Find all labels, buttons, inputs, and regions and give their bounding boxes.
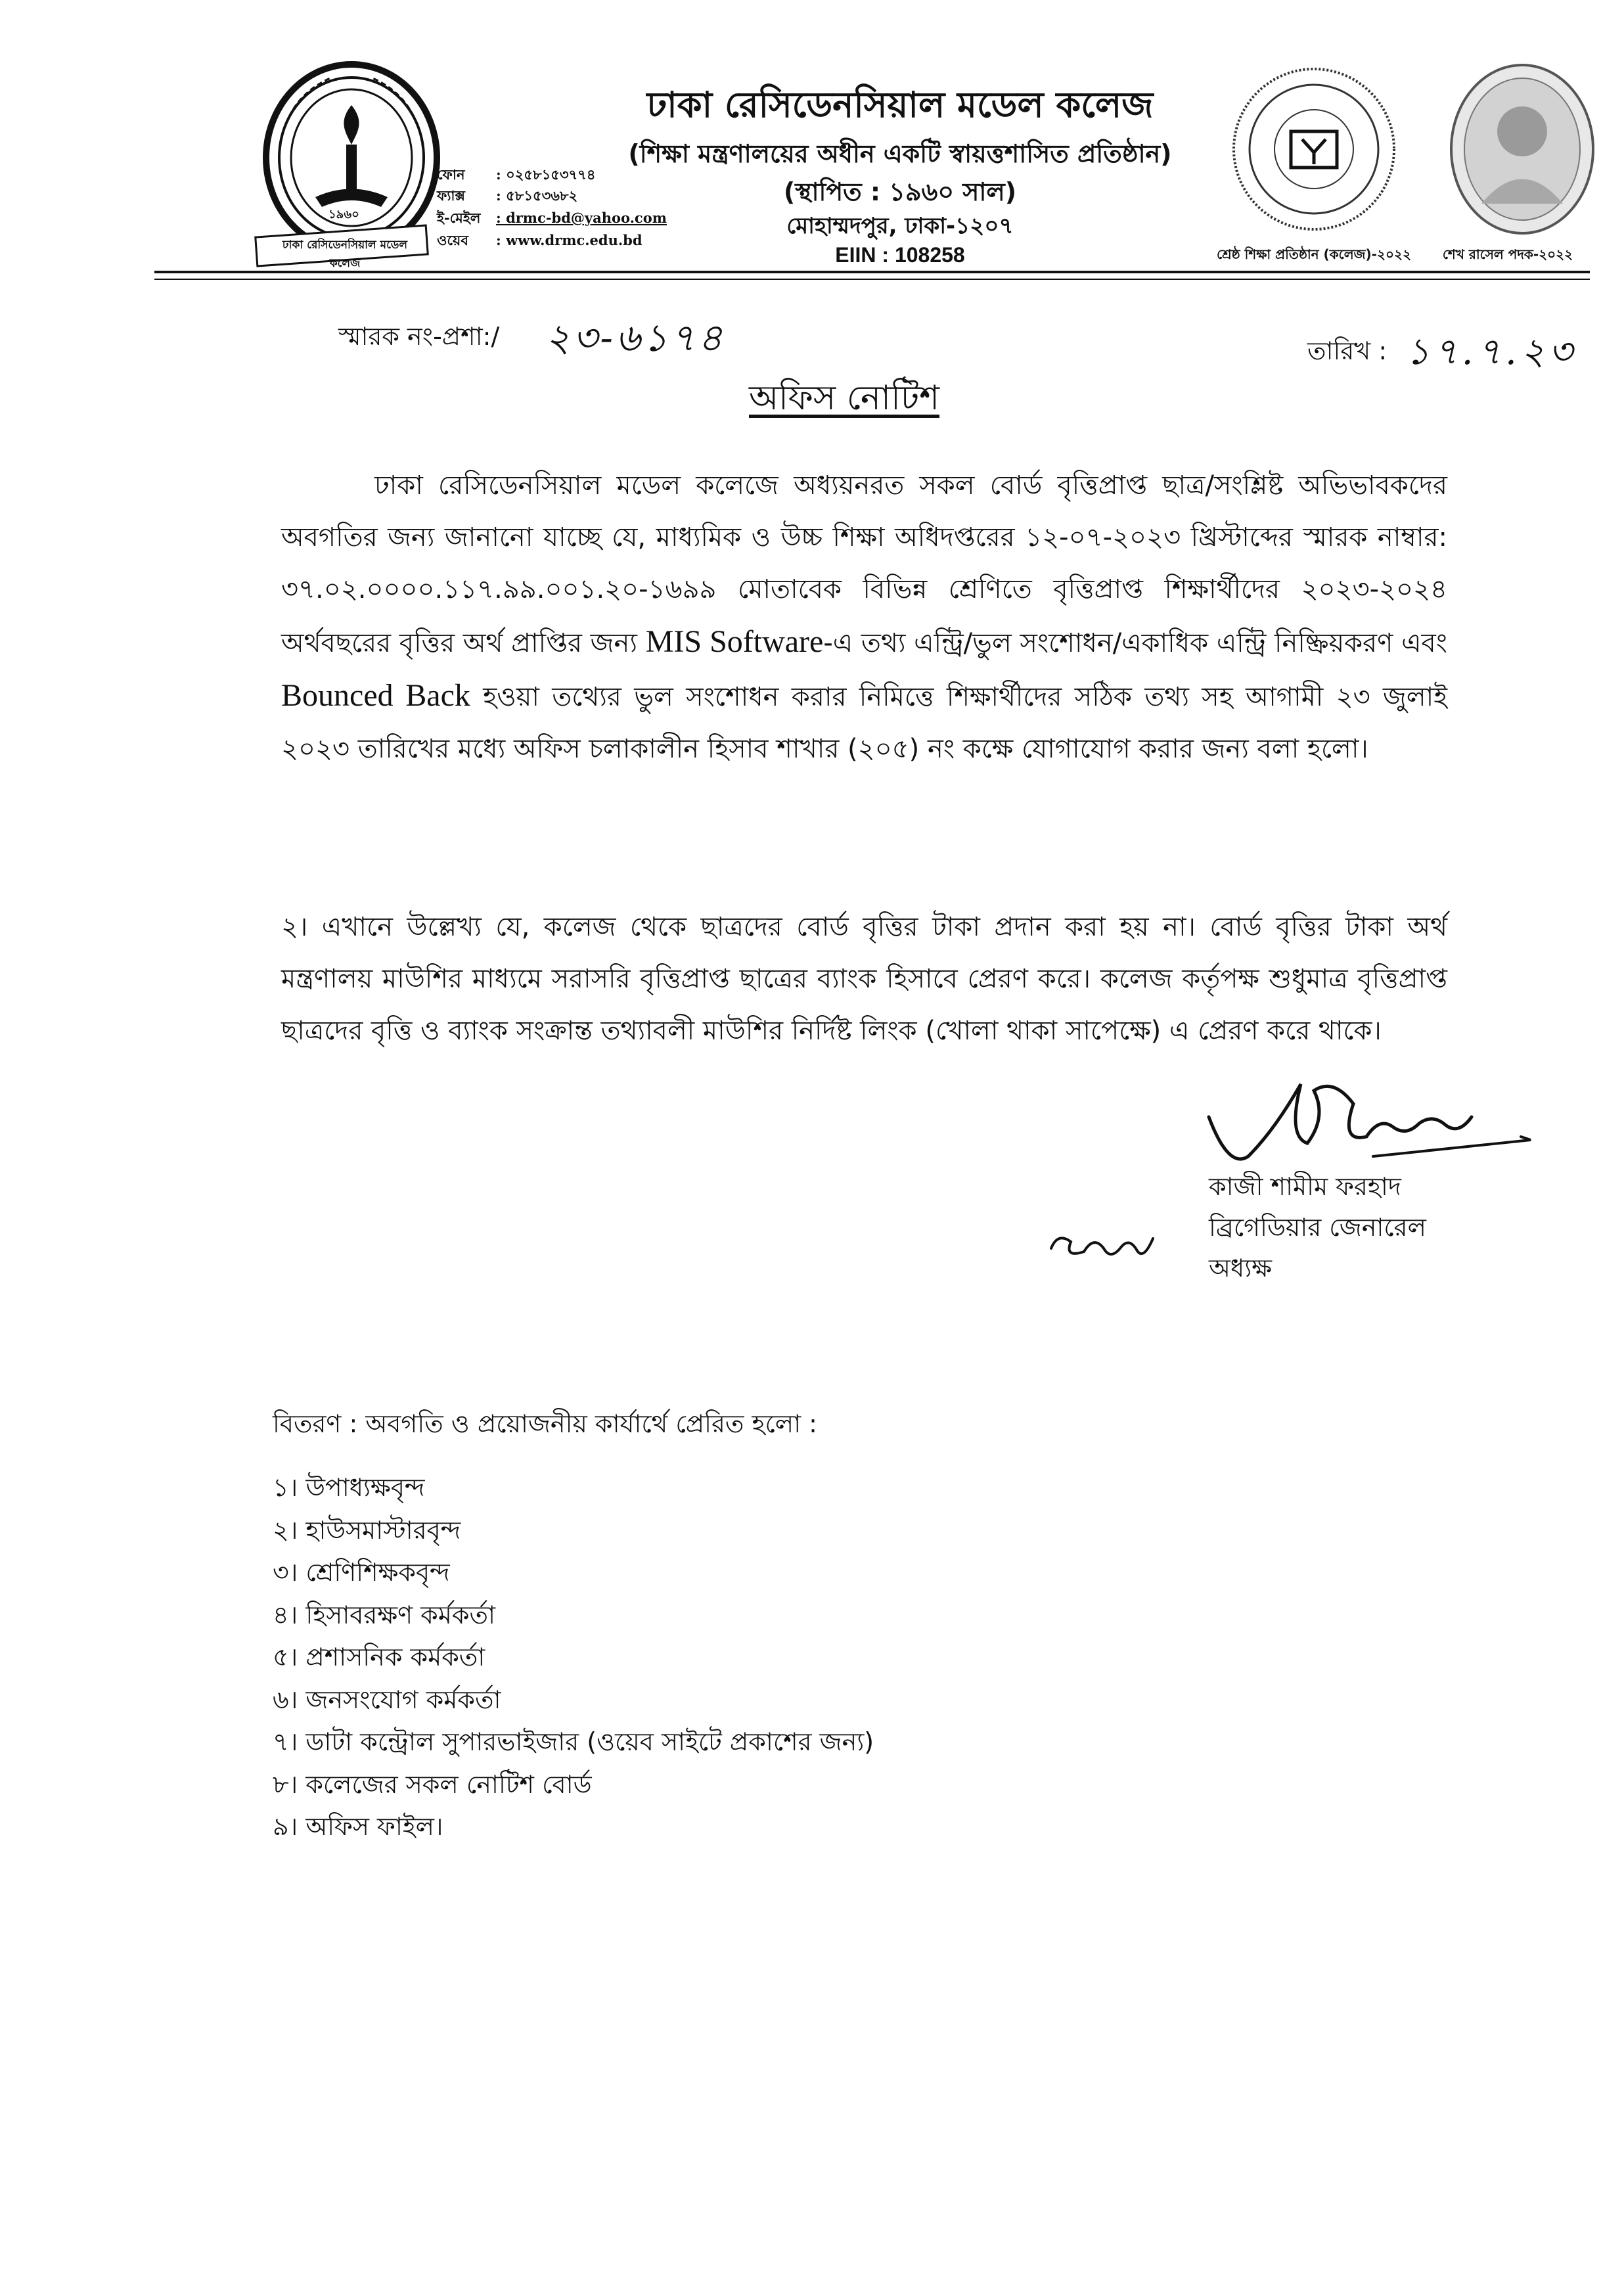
logo-year: ১৯৬০ [328,208,359,221]
college-logo [253,59,450,276]
initial-signature [1045,1222,1163,1268]
paragraph-1-part3: হওয়া তথ্যের ভুল সংশোধন করার নিমিত্তে শিক্ষার্থীদের সঠিক তথ্য সহ আগামী ২৩ জুলাই ২০২৩ তারিখের মধ্যে অফিস চলাকালীন হিসাব শাখার (২০৫) নং কক্ষে যোগাযোগ করার জন্য বলা হলো। [281,682,1448,764]
date-handwritten: ১৭.৭.২৩ [1406,330,1577,373]
memo-label: স্মারক নং-প্রশা:/ [338,322,500,351]
contact-value: : ০২৫৮১৫৩৭৭৪ [496,166,596,183]
signatory-name: কাজী শামীম ফরহাদ [1209,1172,1401,1201]
list-item: ৭। ডাটা কন্ট্রোল সুপারভাইজার (ওয়েব সাইটে প্রকাশের জন্য) [273,1727,874,1756]
list-item: ১। উপাধ্যক্ষবৃন্দ [273,1473,425,1502]
paragraph-1-part2: -এ তথ্য এন্ট্রি/ভুল সংশোধন/একাধিক এন্ট্রি নিষ্ক্রিয়করণ এবং [823,628,1447,658]
contact-web-link[interactable]: : www.drmc.edu.bd [496,232,643,248]
logo-banner: ঢাকা রেসিডেনসিয়াল মডেল কলেজ [282,239,408,270]
college-established: (স্থাপিত : ১৯৬০ সাল) [783,177,1017,206]
contact-label: ই-মেইল [437,210,481,226]
paragraph-1-latin2: Bounced Back [281,678,470,713]
signatory-rank: ব্রিগেডিয়ার জেনারেল [1209,1213,1426,1242]
memo-number-handwritten: ২৩-৬১৭৪ [545,315,725,360]
paragraph-1 [281,460,1447,775]
contact-label: ফোন [437,166,465,183]
signatory-designation: অধ্যক্ষ [1209,1254,1273,1283]
date-label: তারিখ : [1307,336,1387,365]
notice-title: অফিস নোটিশ [749,378,939,418]
contact-email [437,208,667,231]
contact-phone [437,164,595,187]
list-item: ৫। প্রশাসনিক কর্মকর্তা [273,1643,485,1671]
award-seal [1229,60,1399,238]
signatory-block [1209,1166,1426,1288]
paragraph-2: ২। এখানে উল্লেখ্য যে, কলেজ থেকে ছাত্রদের বোর্ড বৃত্তির টাকা প্রদান করা হয় না। বোর্ড বৃত্তির টাকা অর্থ মন্ত্রণালয় মাউশির মাধ্যমে সরাসরি বৃত্তিপ্রাপ্ত ছাত্রের ব্যাংক হিসাবে প্রেরণ করে। কলেজ কর্তৃপক্ষ শুধুমাত্র বৃত্তিপ্রাপ্ত ছাত্রদের বৃত্তি ও ব্যাংক সংক্রান্ত তথ্যাবলী মাউশির নির্দিষ্ট লিংক (খোলা থাকা সাপেক্ষে) এ প্রেরণ করে থাকে। [281,912,1447,1046]
distribution-list [273,1466,874,1848]
header-rule [154,271,1590,273]
award-seal-caption: শ্রেষ্ঠ শিক্ষা প্রতিষ্ঠান (কলেজ)-২০২২ [1217,246,1411,262]
award-medal-portrait [1449,62,1596,237]
distribution-title: বিতরণ : অবগতি ও প্রয়োজনীয় কার্যার্থে প্রেরিত হলো : [273,1409,817,1438]
list-item: ৯। অফিস ফাইল। [273,1812,443,1841]
college-subtitle: (শিক্ষা মন্ত্রণালয়ের অধীন একটি স্বায়ত্তশাসিত প্রতিষ্ঠান) [628,139,1172,168]
college-eiin: EIIN : 108258 [835,243,965,267]
contact-fax [437,185,577,208]
contact-web [437,230,643,253]
paragraph-1-latin1: MIS Software [645,624,824,659]
award-medal-caption: শেখ রাসেল পদক-২০২২ [1442,246,1573,262]
header-rule-thin [154,279,1590,280]
principal-signature [1202,1064,1537,1176]
contact-label: ফ্যাক্স [437,187,465,204]
contact-value: : ৫৮১৫৩৬৮২ [496,187,578,204]
list-item: ৩। শ্রেণিশিক্ষকবৃন্দ [273,1558,450,1587]
contact-email-link[interactable]: : drmc-bd@yahoo.com [496,210,667,226]
college-address: মোহাম্মদপুর, ঢাকা-১২০৭ [786,213,1014,239]
list-item: ২। হাউসমাস্টারবৃন্দ [273,1515,461,1545]
list-item: ৪। হিসাবরক্ষণ কর্মকর্তা [273,1600,495,1629]
college-name: ঢাকা রেসিডেনসিয়াল মডেল কলেজ [646,84,1154,125]
list-item: ৮। কলেজের সকল নোটিশ বোর্ড [273,1769,592,1799]
list-item: ৬। জনসংযোগ কর্মকর্তা [273,1685,501,1714]
contact-label: ওয়েব [437,232,468,248]
paragraph-1-part1: ঢাকা রেসিডেনসিয়াল মডেল কলেজে অধ্যয়নরত সকল বোর্ড বৃত্তিপ্রাপ্ত ছাত্র/সংশ্লিষ্ট অভিভাবকদের অবগতির জন্য জানানো যাচ্ছে যে, মাধ্যমিক ও উচ্চ শিক্ষা অধিদপ্তরের ১২-০৭-২০২৩ খ্রিস্টাব্দের স্মারক নাম্বার: ৩৭.০২.০০০০.১১৭.৯৯.০০১.২০-১৬৯৯ মোতাবেক বিভিন্ন শ্রেণিতে বৃত্তিপ্রাপ্ত শিক্ষার্থীদের ২০২৩-২০২৪ অর্থবছরের বৃত্তির অর্থ প্রাপ্তির জন্য [281,470,1447,658]
